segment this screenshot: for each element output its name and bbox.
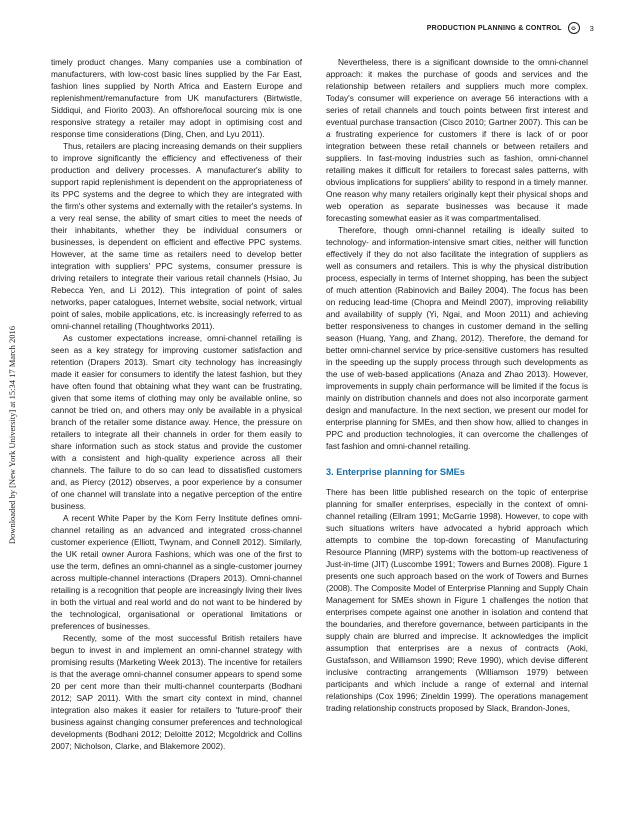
right-column	[326, 56, 588, 714]
body-paragraph: Nevertheless, there is a significant downside to the omni-channel approach: it makes the purchase of goods and services and the relationship between retailers and suppliers much more complex. Today's consumer will experience on average 56 interactions with a series of retail channels and touch points between first interest and eventual purchase transaction (Cisco 2010; Gartner 2007). This can be a frustrating experience for customers if there is lack of or poor integration between these retail channels or between retailers and suppliers. In fast-moving industries such as fashion, omni-channel retailing makes it difficult for retailers to forecast sales patterns, with obvious implications for suppliers' ability to respond in a timely manner. One reason why many retailers originally kept their physical shops and web operation as separate businesses was because it made forecasting somewhat easier as it was compartmentalised.	[326, 57, 588, 223]
journal-title: PRODUCTION PLANNING & CONTROL	[426, 24, 562, 32]
section-heading: 3. Enterprise planning for SMEs	[326, 467, 465, 477]
running-header	[427, 22, 594, 34]
body-paragraph: As customer expectations increase, omni-channel retailing is seen as a key strategy for improving customer satisfaction and retention (Drapers 2013). Smart city technology has increasingly made it easier for consumers to identify the latest fashion, but they have often found that obtaining what they want can be frustrating, given that some items of clothing may only be available online, so cannot be tried on, and others may only be available in a physical branch of the retailer some distance away. Hence, the pressure on retailers to integrate all their channels in order for them easily to share information such as stock status and provide the customer with a consistent and high-quality experience across all their channels. The failure to do so can lead to dissatisfied customers and, as Piercy (2012) observes, a poor experience by a consumer of one channel will translate into a negative perception of the entire business.	[51, 333, 302, 511]
journal-logo-icon	[568, 22, 580, 34]
left-column	[51, 56, 302, 752]
page-number: 3	[589, 23, 594, 33]
download-watermark: Downloaded by [New York University] at 15:34 17 March 2016	[7, 325, 17, 545]
body-paragraph: Therefore, though omni-channel retailing is ideally suited to technology- and information-intensive smart cities, neither will function effectively if they do not also facilitate the integration of suppliers as well as consumers and retailers. This is why the physical distribution process, especially in terms of Internet shopping, has been the subject of much attention (Rabinovich and Bailey 2004). The focus has been on reducing lead-time (Chopra and Meindl 2007), improving reliability and availability of supply (Yi, Ngai, and Moon 2011) and achieving better responsiveness to changes in customer demand in the selling season (Huang, Yang, and Zhang, 2012). Therefore, the demand for better omni-channel service by price-sensitive customers has resulted in the speeding up the supply process through such developments as the use of web-based applications (Anaza and Zhao 2013). However, improvements in supply chain performance will be limited if the focus is mainly on distribution channels and does not also incorporate garment design and manufacture. In the next section, we present our model for enterprise planning for SMEs, and then show how, allied to changes in PPC and production technologies, it can overcome the challenges of fast fashion and omni-channel retailing.	[326, 225, 588, 451]
body-paragraph: There has been little published research on the topic of enterprise planning for smaller enterprises, especially in the context of omni-channel retailing (Ellram 1991; McGarrie 1998). However, to cope with such situations writers have advocated a hybrid approach which attempts to combine the top-down forecasting of Manufacturing Resource Planning (MRP) systems with the bottom-up reactiveness of Just-in-time (JIT) (Luscombe 1991; Towers and Burnes 2008). Figure 1 presents one such approach based on the work of Towers and Burnes (2008). The Composite Model of Enterprise Planning and Supply Chain Management for SMEs shown in Figure 1 challenges the notion that enterprises compete against one another in isolation and contend that the boundaries, and therefore governance, between participants in the supply chain are blurred and imprecise. It acknowledges the implicit assumption that enterprises are a nexus of contracts (Aoki, Gustafsson, and Williamson 1990; Reve 1990), which devise different inclusive contracting arrangements (Williamson 1979) between participants and which include a range of external and internal relationships (Cox 1996; Zineldin 1999). The operations management trading relationship constructs proposed by Slack, Brandon-Jones,	[326, 487, 588, 713]
body-paragraph: Thus, retailers are placing increasing demands on their suppliers to improve significantly the efficiency and effectiveness of their production and delivery processes. A manufacturer's ability to support rapid replenishment is dependent on the appropriateness of its PPC systems and the degree to which they are integrated with the firm's other systems and externally with the retailer's systems. In a very real sense, the ability of smart cities to meet the needs of their inhabitants, whether they be individual consumers or businesses, is dependent on efficient and effective PPC systems. However, at the same time as retailers need to develop better integration with suppliers' PPC systems, consumer pressure is driving retailers to integrate their various retail channels (Hsiao, Ju Rebecca Yen, and Li 2012). This integration of point of sales networks, paper catalogues, Internet website, social network, virtual point of sales, mobile applications, etc. is increasingly referred to as omni-channel retailing (Thoughtworks 2011).	[51, 141, 302, 331]
body-paragraph: A recent White Paper by the Korn Ferry Institute defines omni-channel retailing as an advanced and integrated cross-channel customer experience (Elliott, Twynam, and Connell 2012). Similarly, the UK retail owner Aurora Fashions, which was one of the first to use the term, defines an omni-channel as a single-customer journey across multiple-channel interactions (Drapers 2013). Omni-channel retailing is a recognition that people are increasingly living their lives in both the virtual and real world and do not want to be hindered by the technological, organisational or operational limitations or preferences of businesses.	[51, 513, 302, 631]
body-paragraph: Recently, some of the most successful British retailers have begun to invest in and implement an omni-channel strategy with promising results (Marketing Week 2013). The incentive for retailers is that the average omni-channel consumer appears to spend some 20 per cent more than their multi-channel counterparts (Bodhani 2012; SAP 2011). With the smart city context in mind, channel integration also makes it easier for retailers to 'future-proof' their business against changing consumer preferences and technological developments (Bodhani 2012; Deloitte 2012; Mcgoldrick and Collins 2007; Nicholson, Clarke, and Blakemore 2002).	[51, 633, 302, 751]
body-paragraph: timely product changes. Many companies use a combination of manufacturers, with low-cost basic lines supplied by the Far East, fashion lines supplied by North Africa and Eastern Europe and replenishment/remanufacture from UK manufacturers (Birtwistle, Siddiqui, and Fiorito 2003). An offshore/local sourcing mix is one responsive strategy a retailer may adopt in optimising cost and response time considerations (Ding, Chen, and Lyu 2011).	[51, 57, 302, 139]
